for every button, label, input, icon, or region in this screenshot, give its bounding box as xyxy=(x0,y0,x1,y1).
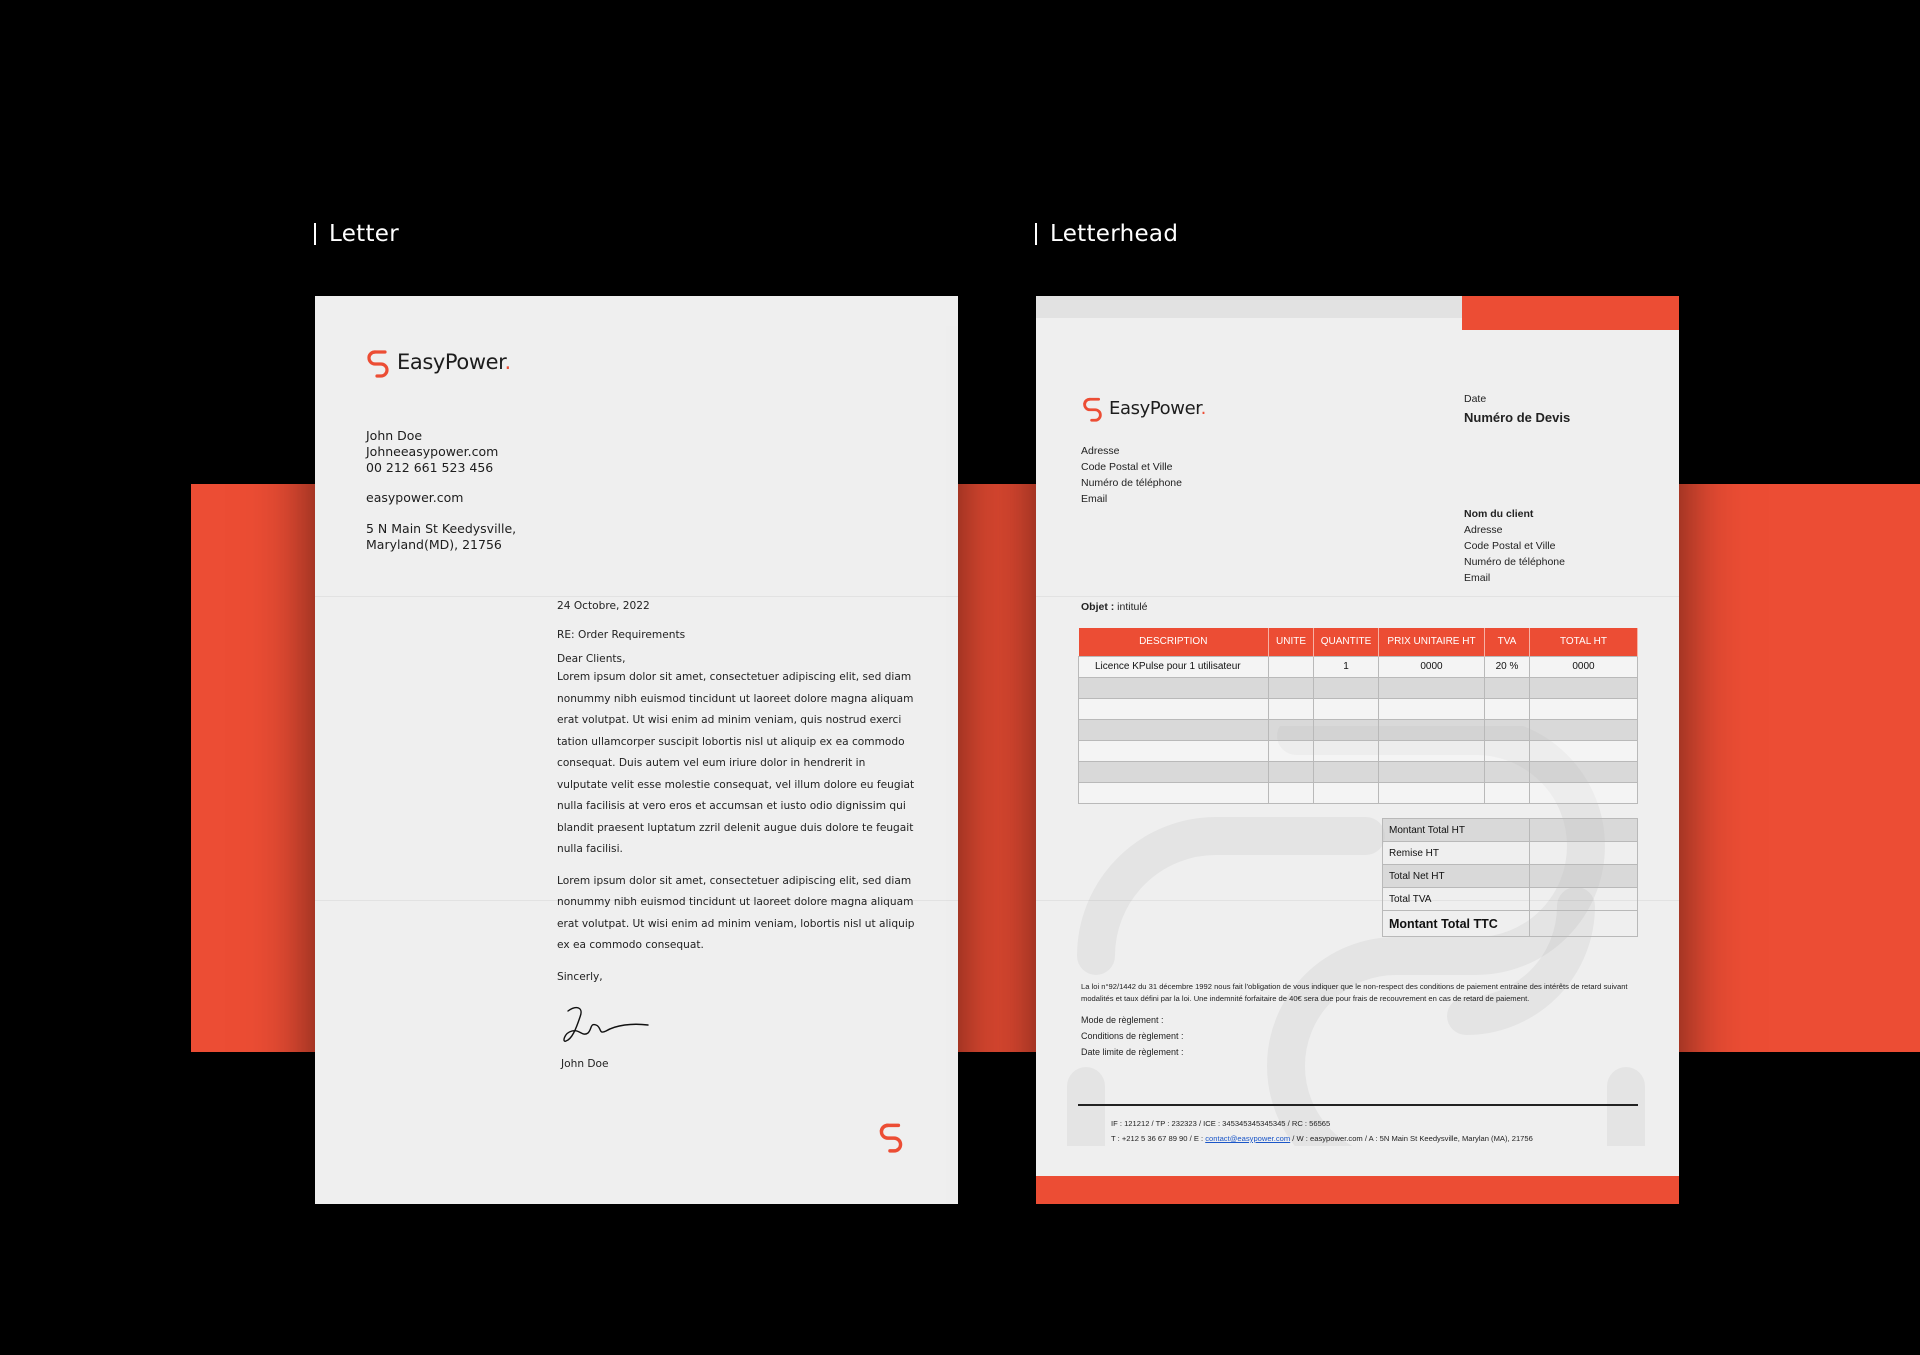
object-value: intitulé xyxy=(1117,601,1148,613)
sender-email: Email xyxy=(1081,493,1108,505)
signature-icon xyxy=(562,1003,654,1047)
letter-paragraph: Lorem ipsum dolor sit amet, consectetuer adipiscing elit, sed diam nonummy nibh euismod tincidunt ut laoreet dolore magna aliquam erat volutpat. Ut wisi enim ad minim veniam, quis nostrud exerci tation ullamcorper suscipit lobortis nisl ut aliquip ex ea commodo consequat. Duis autem vel eum iriure dolor in hendrerit in vulputate velit esse molestie consequat, vel illum dolore eu feugiat nulla facilisis at vero eros et accumsan et iusto odio dignissim qui blandit praesent luptatum zzril delenit augue duis dolore te feugait nulla facilisi. xyxy=(557,671,915,855)
footer-contact xyxy=(1111,1131,1533,1146)
totals-label: Remise HT xyxy=(1383,842,1530,865)
letter-greeting: Dear Clients, xyxy=(557,653,626,665)
contact-phone: 00 212 661 523 456 xyxy=(366,460,494,475)
object-label: Objet : xyxy=(1081,601,1115,613)
brand-name: EasyPower. xyxy=(1109,397,1206,419)
footer-ids: IF : 121212 / TP : 232323 / ICE : 345345345345345 / RC : 56565 xyxy=(1111,1119,1331,1128)
payment-mode: Mode de règlement : xyxy=(1081,1015,1164,1025)
address-line: Maryland(MD), 21756 xyxy=(366,537,502,552)
section-label-text: Letter xyxy=(329,221,400,247)
fold-line xyxy=(315,596,958,597)
sender-phone: Numéro de téléphone xyxy=(1081,477,1182,489)
table-row xyxy=(1079,698,1638,719)
footer-divider xyxy=(1078,1104,1638,1106)
quote-number: Numéro de Devis xyxy=(1464,410,1571,425)
column-header: TVA xyxy=(1485,628,1530,656)
totals-label: Montant Total TTC xyxy=(1383,911,1530,937)
fold-line xyxy=(1036,596,1679,597)
table-cell: 0000 xyxy=(1379,656,1485,677)
client-address: Adresse xyxy=(1464,524,1503,536)
client-email: Email xyxy=(1464,572,1491,584)
footer-email-link[interactable]: contact@easypower.com xyxy=(1205,1134,1291,1143)
totals-table xyxy=(1382,818,1638,937)
object-line xyxy=(1081,599,1148,615)
footer-web-address: / W : easypower.com / A : 5N Main St Keedysville, Marylan (MA), 21756 xyxy=(1290,1134,1533,1143)
bottom-accent-bar xyxy=(1036,1176,1679,1204)
column-header: UNITE xyxy=(1269,628,1314,656)
brand-name: EasyPower. xyxy=(397,350,511,374)
s-mark-icon xyxy=(1081,394,1104,422)
table-row xyxy=(1079,719,1638,740)
letter-subject: RE: Order Requirements xyxy=(557,629,686,641)
top-accent-bar xyxy=(1462,296,1679,330)
totals-row xyxy=(1383,819,1638,842)
footer-block xyxy=(1111,1116,1533,1146)
table-header-row xyxy=(1079,628,1638,656)
footer-phone: T : +212 5 36 67 89 90 / E : xyxy=(1111,1134,1206,1143)
legal-notice: La loi n°92/1442 du 31 décembre 1992 nous fait l'obligation de vous indiquer que le non-respect des conditions de paiement entraine des intérêts de retard suivant modalités et taux défini par la loi. Une indemnité forfaitaire de 40€ sera due pour frais de recouvrement en cas de retard de paiement. xyxy=(1081,982,1628,1003)
label-divider xyxy=(314,223,316,245)
column-header: PRIX UNITAIRE HT xyxy=(1379,628,1485,656)
table-row xyxy=(1079,677,1638,698)
table-row xyxy=(1079,656,1638,677)
s-mark-icon xyxy=(877,1119,905,1153)
table-cell: 1 xyxy=(1314,656,1379,677)
client-name: Nom du client xyxy=(1464,508,1534,520)
table-cell xyxy=(1269,656,1314,677)
table-row xyxy=(1079,740,1638,761)
signature-name: John Doe xyxy=(561,1058,609,1070)
section-label-letter xyxy=(314,220,399,248)
client-phone: Numéro de téléphone xyxy=(1464,556,1565,568)
letter-body xyxy=(557,652,917,988)
totals-label: Total TVA xyxy=(1383,888,1530,911)
column-header: DESCRIPTION xyxy=(1079,628,1269,656)
totals-row xyxy=(1383,911,1638,937)
letterhead-sheet xyxy=(1036,296,1679,1204)
contact-email: Johneeasypower.com xyxy=(366,444,499,459)
table-cell: 20 % xyxy=(1485,656,1530,677)
table-cell: Licence KPulse pour 1 utilisateur xyxy=(1079,656,1269,677)
letter-closing: Sincerly, xyxy=(557,970,603,983)
brand-logo xyxy=(365,346,511,378)
client-block xyxy=(1464,506,1565,586)
contact-name: John Doe xyxy=(366,428,423,443)
contact-block xyxy=(366,428,498,476)
payment-block xyxy=(1081,1012,1184,1060)
sender-postal: Code Postal et Ville xyxy=(1081,461,1173,473)
table-row xyxy=(1079,782,1638,803)
brand-logo xyxy=(1081,394,1206,422)
client-postal: Code Postal et Ville xyxy=(1464,540,1556,552)
totals-row xyxy=(1383,888,1638,911)
contact-address xyxy=(366,521,516,553)
column-header: QUANTITE xyxy=(1314,628,1379,656)
address-line: 5 N Main St Keedysville, xyxy=(366,521,517,536)
letter-sheet xyxy=(315,296,958,1204)
sender-block xyxy=(1081,443,1182,507)
sender-address: Adresse xyxy=(1081,445,1120,457)
table-row xyxy=(1079,761,1638,782)
label-divider xyxy=(1035,223,1037,245)
column-header: TOTAL HT xyxy=(1530,628,1638,656)
letter-paragraph: Lorem ipsum dolor sit amet, consectetuer adipiscing elit, sed diam nonummy nibh euismod tincidunt ut laoreet dolore magna aliquam erat volutpat. Ut wisi enim ad minim veniam, lobortis nisl ut aliquip ex ea commodo consequat. xyxy=(557,874,915,951)
contact-website: easypower.com xyxy=(366,490,464,505)
payment-terms: Conditions de règlement : xyxy=(1081,1031,1184,1041)
date-label: Date xyxy=(1464,393,1487,405)
letter-date: 24 Octobre, 2022 xyxy=(557,600,650,612)
items-table xyxy=(1078,628,1638,804)
totals-label: Montant Total HT xyxy=(1383,819,1530,842)
totals-row xyxy=(1383,842,1638,865)
payment-deadline: Date limite de règlement : xyxy=(1081,1047,1184,1057)
section-label-letterhead xyxy=(1035,220,1178,248)
s-mark-icon xyxy=(365,346,391,378)
totals-label: Total Net HT xyxy=(1383,865,1530,888)
table-cell: 0000 xyxy=(1530,656,1638,677)
totals-row xyxy=(1383,865,1638,888)
section-label-text: Letterhead xyxy=(1050,221,1179,247)
